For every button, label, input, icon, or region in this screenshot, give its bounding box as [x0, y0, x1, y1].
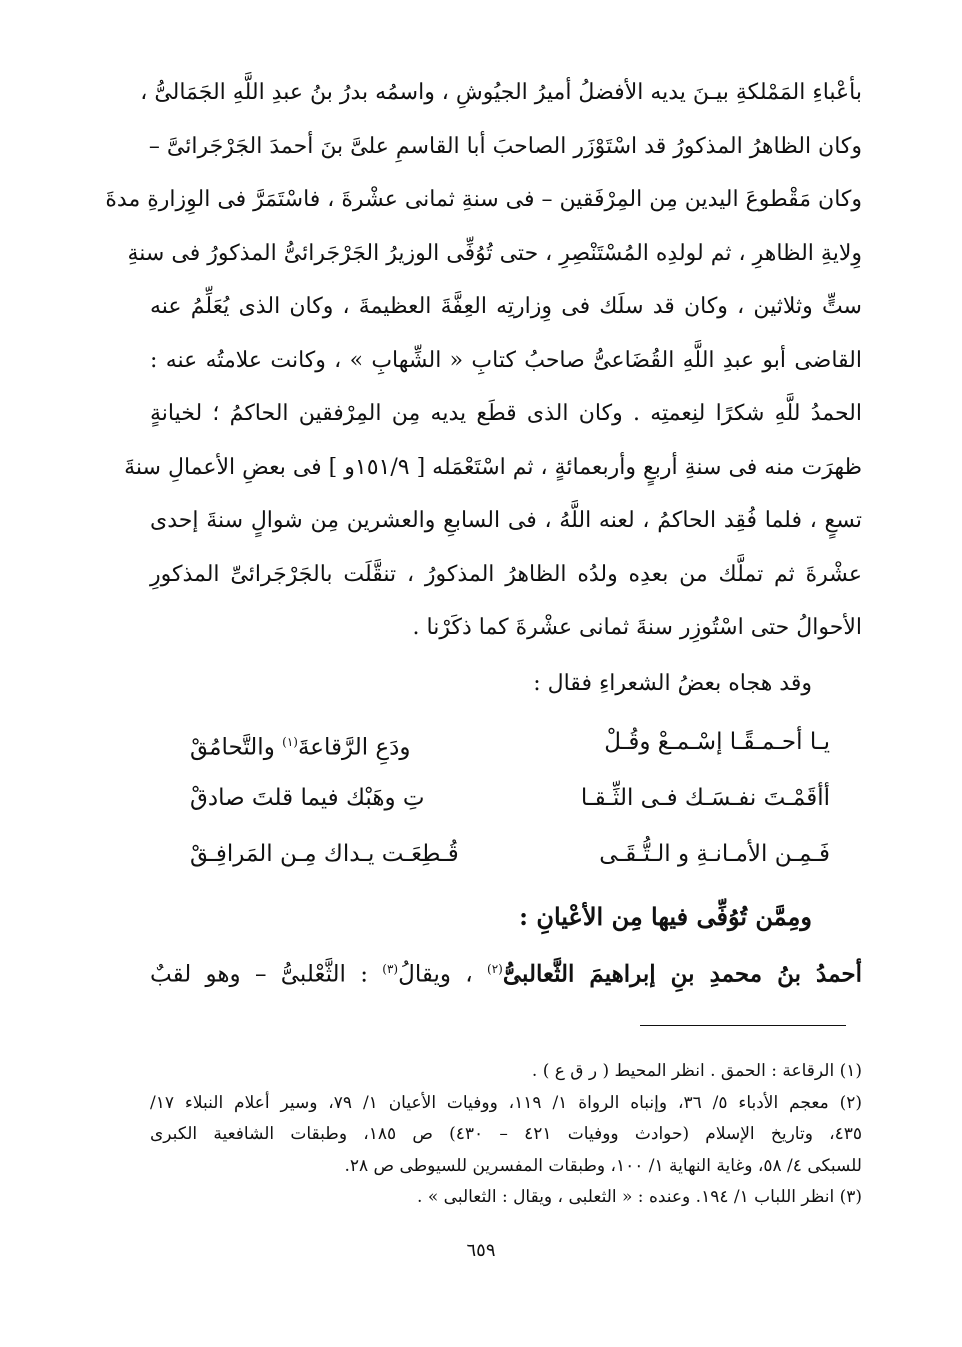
footnotes — [150, 1056, 862, 1214]
verse-second-hemistich — [190, 714, 410, 776]
text-line: القاضى أبو عبدِ اللَّهِ القُضَاعىُّ صاحبُ كتابِ « الشِّهابِ » ، وكانت علامتُه عنه : — [150, 347, 862, 373]
poem-intro: وقد هجاه بعضُ الشعراءِ فقال : — [533, 671, 812, 696]
poem-verse — [190, 770, 830, 826]
biography-entry — [150, 944, 862, 1000]
page-number: ٦٥٩ — [466, 1240, 496, 1261]
verse-first-hemistich: يـا أحـمـقًـا إسْـمـعْ وقُـلْ — [604, 729, 830, 755]
footnote: للسبكى ٤/ ٥٨، وغاية النهاية ١/ ١٠٠، وطبقات المفسرين للسيوطى ص ٢٨. — [344, 1155, 862, 1176]
entry-text: : الثَّعْلبىُّ – وهو لقبٌ — [150, 961, 383, 988]
footnote: ٤٣٥، وتاريخ الإسلام (حوادث ووفيات ٤٢١ – ٤٣٠) ص ١٨٥، وطبقات الشافعية الكبرى — [150, 1124, 863, 1144]
footnote-ref: (١) — [282, 735, 298, 749]
text-line: وكان الظاهرُ المذكورُ قد اسْتَوْزَر الصاحبَ أبا القاسمِ علىَّ بنَ أحمدَ الجَرْجَرائىَّ – — [148, 133, 862, 159]
text-line: وكان مَقْطوعَ اليدين مِن المِرْفَقين – فى سنةِ ثمانى عشْرةَ ، فاسْتَمَرَّ فى الوِزارةِ مدةَ — [105, 187, 862, 212]
verse-second-hemistich: قُـطِعَـت يـداك مِـن المَرافِـقْ — [190, 841, 459, 867]
text-line: عشْرةَ ثم تملَّك من بعدِه ولدُه الظاهرُ المذكورُ ، تنقَّلَت بالجَرْجَرائىِّ المذكورِ — [150, 561, 863, 587]
verse-second-hemistich: تِ وهَبْك فيما قلتَ صادقْ — [190, 785, 425, 811]
text-line: ظهرَت منه فى سنةِ أربعٍ وأربعمائةٍ ، ثم اسْتَعْمَله [ ١٥١/٩و ] فى بعضِ الأعمالِ سنةَ — [124, 454, 862, 480]
text-line: تسعٍ ، فلما فُقِد الحاكمُ ، لعنه اللَّهُ ، فى السابعِ والعشرين مِن شوالٍ سنةَ إحدى — [150, 508, 862, 533]
footnote-separator — [640, 1025, 846, 1026]
footnote-ref: (٣) — [382, 962, 399, 976]
footnote: (٢) معجم الأدباء ٥/ ٣٦، وإنباه الرواة ١/ ١١٩، ووفيات الأعيان ١/ ٧٩، وسير أعلام النبلاء ١٧/ — [150, 1092, 862, 1113]
verse-first-hemistich: أأقَمْـتَ نفـسَـك فـى الثِّـقـا — [580, 785, 830, 811]
footnote: (٣) انظر اللباب ١/ ١٩٤. وعنده : « الثعلبى ، ويقال : الثعالبى » . — [417, 1187, 862, 1207]
poem-verse — [190, 826, 830, 882]
footnote-ref: (٢) — [487, 962, 503, 976]
footnote: (١) الرقاعة : الحمق . انظر المحيط ( ر ق ع ) . — [531, 1061, 862, 1081]
section-heading: ومِمَّن تُوُفِّى فيها مِن الأعْيانِ : — [519, 902, 812, 931]
text-line: الأحوالُ حتى اسْتُوزِر سنةَ ثمانى عشْرةَ كما ذكَرْنا . — [412, 615, 862, 640]
text-line: ستٍّ وثلاثين ، وكان قد سلَك فى وِزارتِه العِفَّةَ العظيمةَ ، وكان الذى يُعَلِّمُ عنه — [150, 294, 862, 319]
poem — [190, 714, 830, 882]
entry-name: أحمدُ بنُ محمدِ بنِ إبراهيمَ الثَّعالبىُّ — [502, 960, 862, 988]
hemistich-text: ودَعِ الرَّقاعةَ — [297, 734, 411, 761]
text-line: الحمدُ للَّهِ شكرًا لنِعمتِه . وكان الذى قطَع يديه مِن المِرْفقين الحاكمُ ؛ لخيانةٍ — [150, 401, 862, 426]
verse-first-hemistich: فَـمِـن الأمـانـةِ و الـتُّـقَـى — [599, 841, 830, 867]
text-line: وِلايةِ الظاهرِ ، ثم لولدِه المُسْتَنْصِرِ ، حتى تُوُفِّى الوزيرُ الجَرْجَرائىُّ المذكورُ فى سنةِ — [127, 240, 862, 266]
poem-verse — [190, 714, 830, 770]
hemistich-text: والتَّحامُقْ — [190, 734, 283, 761]
text-line: بأعْباءِ المَمْلكةِ بيـنَ يديه الأفضلُ أميرُ الجيُوشِ ، واسمُه بدرُ بنُ عبدِ اللَّهِ الجَمَالىُّ ، — [140, 80, 862, 105]
body-text — [105, 66, 863, 655]
entry-text: ، ويقالُ — [398, 961, 488, 988]
